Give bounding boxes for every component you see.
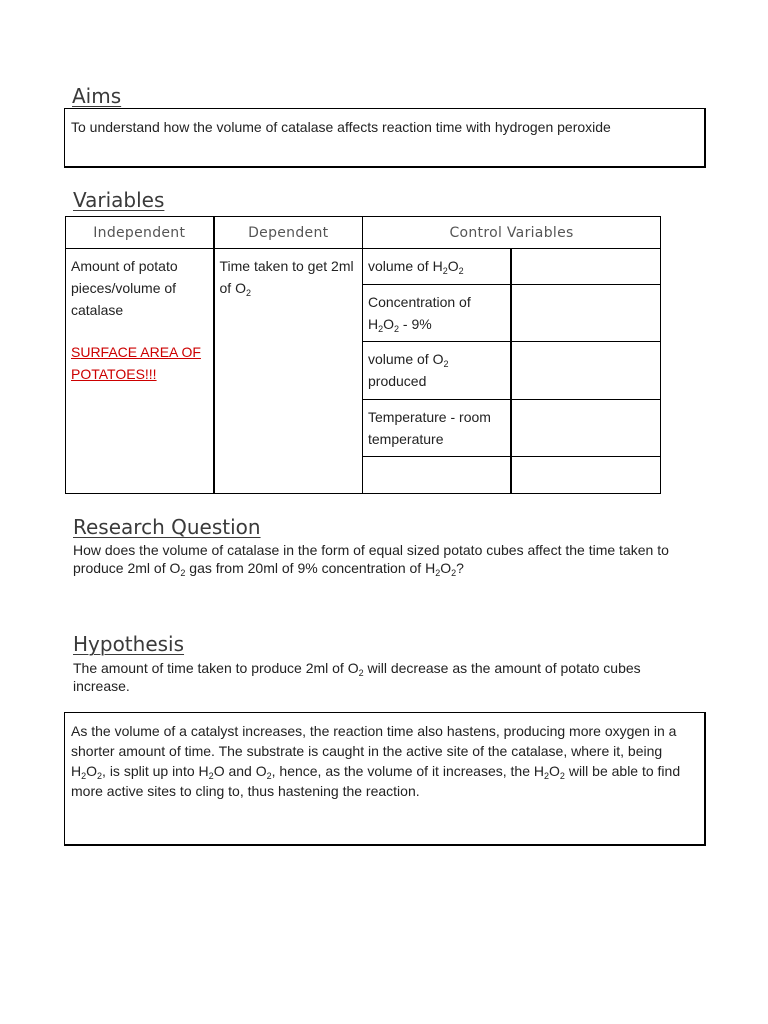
control-blank-4 [511,400,661,457]
explanation-box [64,712,706,846]
aims-box [64,108,706,168]
control-blank-3 [511,342,661,400]
variables-table [65,216,661,494]
independent-cell [66,249,214,494]
control-volume-o2: volume of $O_2$ produced [363,342,511,400]
variables-heading: Variables [73,188,165,212]
dependent-text: Time taken to get 2ml of [219,258,354,296]
header-independent: Independent [66,217,214,249]
explanation-text: As the volume of a catalyst increases, the reaction time also hastens, producing more oxygen in a shorter amount of time. The substrate is caught in the active site of the catalase, where it, being $H_2O_2$, is split up into $H_2O$ and $O_2$, hence, as the volume of it increases, the $H_2O_2$ will be able to find more active sites to cling to, thus hastening the reaction. [71,723,681,799]
aims-heading: Aims [72,84,122,108]
independent-text: Amount of potato pieces/volume of catalase [71,258,178,318]
hypothesis-heading: Hypothesis [73,632,185,656]
control-concentration: Concentration of $H_2O_2 - 9\%$ [363,285,511,342]
aims-text: To understand how the volume of catalase affects reaction time with hydrogen peroxide [71,119,611,135]
research-text: How does the volume of catalase in the form of equal sized potato cubes affect the time taken to produce 2ml of $O_2$ gas from 20ml of 9% concentration of $H_2O_2$? [73,542,669,578]
control-blank-2 [511,285,661,342]
hypothesis-text: The amount of time taken to produce 2ml of $O_2$ will decrease as the amount of potato cubes increase. [73,660,641,694]
control-blank-6 [511,457,661,494]
header-dependent: Dependent [214,217,363,249]
independent-note: SURFACE AREA OF POTATOES!!! [71,344,201,382]
control-blank-1 [511,249,661,285]
control-volume-h2o2: volume of $H_2O_2$ [363,249,511,285]
control-blank-5 [363,457,511,494]
research-heading: Research Question [73,515,261,539]
control-temperature: Temperature - room temperature [363,400,511,457]
dependent-cell: Time taken to get 2ml of $O_2$ [214,249,363,494]
header-control: Control Variables [363,217,661,249]
